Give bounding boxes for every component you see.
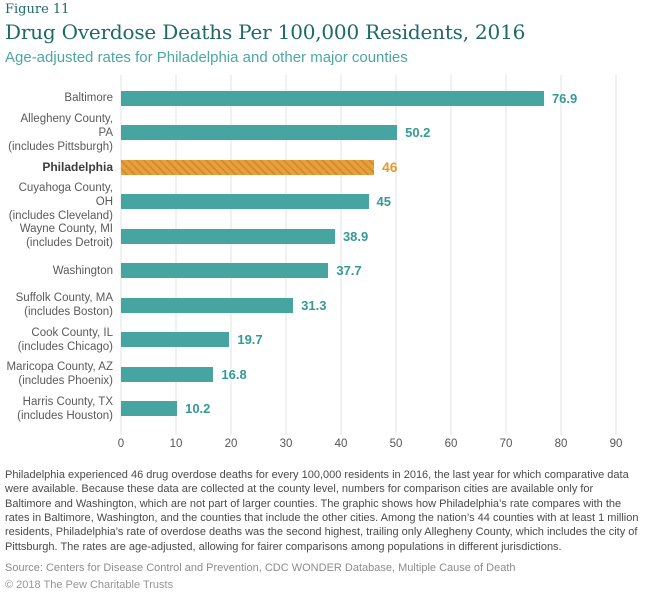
bar-label: [5, 291, 121, 319]
bar-row: [5, 150, 642, 185]
figure-notes: Philadelphia experienced 46 drug overdose deaths for every 100,000 residents in 2016, the last year for which comparative data were available. Because these data are collected at the county level, numbers for comparison cities are available only for Baltimore and Washington, which are not part of larger counties. The graphic shows how Philadelphia’s rate compares with the rates in Baltimore, Washington, and the counties that include the other cities. Among the nation’s 44 counties with at least 1 million residents, Philadelphia’s rate of overdose deaths was the second highest, trailing only Allegheny County, which includes the city of Pittsburgh. The rates are age-adjusted, allowing for fairer comparisons among populations in different jurisdictions.: [5, 469, 639, 553]
bar-label-line1: Washington: [52, 264, 113, 277]
bar: [121, 401, 177, 416]
x-axis: [117, 438, 623, 454]
bar-label: [5, 160, 121, 175]
bar-track: [121, 229, 616, 244]
bar-value: 38.9: [342, 228, 369, 244]
bar-row: [5, 81, 642, 116]
bar-label-line1: Suffolk County, MA: [15, 292, 113, 305]
bar-label-line2: (includes Chicago): [17, 340, 113, 353]
bar-label-line2: (includes Houston): [17, 409, 113, 422]
bar-label: [5, 326, 121, 354]
bar: [121, 298, 293, 313]
bar-value: 76.9: [551, 90, 578, 106]
bar-track: [121, 332, 616, 347]
x-tick-label: 50: [389, 438, 403, 451]
bar-value: 50.2: [405, 125, 431, 141]
bar: [121, 229, 335, 244]
copyright-line: © 2018 The Pew Charitable Trusts: [5, 578, 174, 591]
bar-row: [5, 219, 642, 254]
bar-label: [5, 181, 121, 223]
bar-label-line1: Wayne County, MI: [19, 223, 113, 236]
bar-track: [121, 159, 616, 175]
bar-rows: [5, 81, 642, 426]
bar-track: [121, 194, 616, 209]
bar-label-line1: Cook County, IL: [31, 326, 113, 339]
bar-row: [5, 254, 642, 289]
bar-label-line1: Harris County, TX: [22, 395, 113, 408]
x-tick-label: 60: [444, 438, 458, 451]
x-tick-label: 10: [169, 438, 183, 451]
bar-label: [5, 112, 121, 154]
bar: [121, 263, 328, 278]
bar-label-line2: (includes Phoenix): [18, 375, 113, 388]
x-tick-label: 0: [117, 438, 125, 451]
chart-subtitle: Age-adjusted rates for Philadelphia and other major counties: [5, 48, 408, 66]
x-tick-label: 90: [609, 438, 623, 451]
bar-label-line2: (includes Cleveland): [8, 209, 113, 222]
bar: [121, 91, 544, 106]
bar-value: 37.7: [336, 263, 362, 279]
x-tick-label: 40: [334, 438, 348, 451]
bar-chart: [5, 81, 642, 454]
x-tick-label: 80: [554, 438, 568, 451]
bar-value: 46: [382, 159, 398, 176]
bar-track: [121, 367, 616, 382]
bar: [121, 194, 369, 209]
bar-label-line2: (includes Detroit): [26, 237, 113, 250]
x-tick-label: 70: [499, 438, 513, 451]
bar-highlighted: [121, 160, 374, 175]
bar-label-line2: (includes Boston): [24, 306, 113, 319]
source-line: Source: Centers for Disease Control and Prevention, CDC WONDER Database, Multiple Cause of Death: [5, 561, 516, 574]
plot-area: [5, 81, 642, 426]
bar: [121, 125, 397, 140]
bar-label-line1: Allegheny County, PA: [20, 112, 113, 139]
bar-label-line1: Philadelphia: [42, 160, 113, 175]
figure-number-label: Figure 11: [5, 2, 70, 17]
bar-value: 16.8: [221, 366, 247, 382]
bar-row: [5, 112, 642, 153]
bar-label: [5, 264, 121, 278]
bar-label: [5, 360, 121, 388]
bar-label-line1: Baltimore: [64, 92, 113, 105]
bar-value: 19.7: [237, 332, 263, 348]
bar-value: 31.3: [301, 297, 327, 313]
bar: [121, 332, 229, 347]
chart-title: Drug Overdose Deaths Per 100,000 Residents, 2016: [5, 19, 526, 44]
bar-label-line1: Maricopa County, AZ: [6, 361, 113, 374]
bar-track: [121, 263, 616, 278]
bar-label: [5, 395, 121, 423]
bar-track: [121, 91, 616, 106]
bar-track: [121, 125, 616, 140]
bar-row: [5, 288, 642, 323]
x-tick-label: 20: [224, 438, 238, 451]
bar-row: [5, 181, 642, 222]
bar-label-line1: Cuyahoga County, OH: [18, 181, 113, 208]
bar-row: [5, 323, 642, 358]
bar-row: [5, 357, 642, 392]
x-tick-label: 30: [279, 438, 293, 451]
bar-label-line2: (includes Pittsburgh): [8, 140, 113, 153]
bar-track: [121, 298, 616, 313]
bar-value: 10.2: [185, 401, 211, 417]
bar-value: 45: [376, 194, 391, 210]
bar-row: [5, 392, 642, 427]
bar-track: [121, 401, 616, 416]
bar-label: [5, 222, 121, 250]
bar: [121, 367, 213, 382]
bar-label: [5, 91, 121, 105]
